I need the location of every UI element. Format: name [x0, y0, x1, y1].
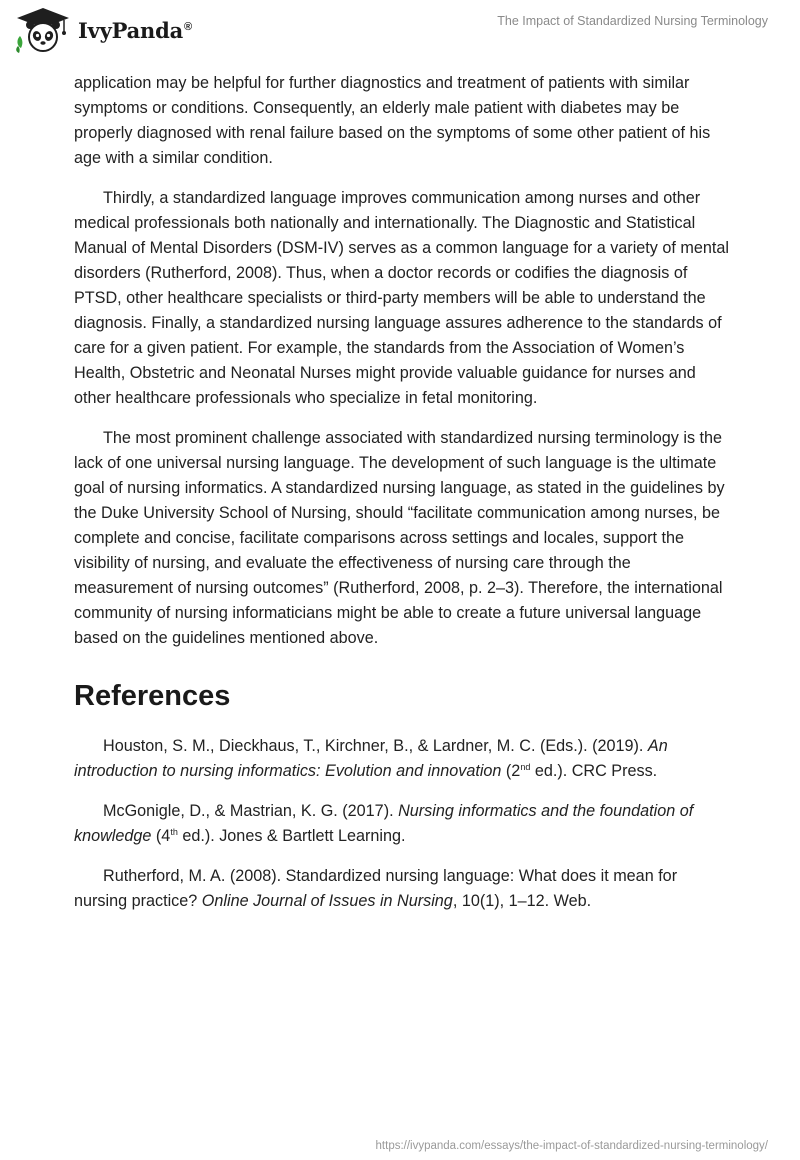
reference-title: An introduction to nursing informatics: Evolution and innovation: [74, 737, 668, 780]
panda-graduation-cap-icon: [14, 6, 72, 54]
document-title: The Impact of Standardized Nursing Terminology: [497, 14, 768, 28]
reference-entry: McGonigle, D., & Mastrian, K. G. (2017). Nursing informatics and the foundation of knowledge (4th ed.). Jones & Bartlett Learning.: [74, 802, 694, 845]
references-heading: References: [74, 680, 231, 712]
body-paragraph: Thirdly, a standardized language improves communication among nurses and other medical professionals both nationally and internationally. The Diagnostic and Statistical Manual of Mental Disorders (DSM-IV) serves as a common language for a variety of mental disorders (Rutherford, 2008). Thus, when a doctor records or codifies the diagnosis of PTSD, other healthcare specialists or third-party members will be able to understand the diagnosis. Finally, a standardized nursing language assures adherence to the standards of care for a given patient. For example, the standards from the Association of Women’s Health, Obstetric and Neonatal Nurses might provide valuable guidance for nurses and other healthcare professionals who specialize in fetal monitoring.: [74, 189, 729, 407]
reference-title: Nursing informatics and the foundation of knowledge: [74, 802, 694, 845]
reference-title: Online Journal of Issues in Nursing: [201, 892, 453, 910]
essay-content: [74, 71, 734, 929]
brand-logo[interactable]: [14, 6, 192, 54]
page-header: [0, 0, 800, 64]
registered-mark: ®: [184, 20, 192, 33]
source-url-link[interactable]: https://ivypanda.com/essays/the-impact-of-standardized-nursing-terminology/: [375, 1140, 768, 1152]
body-paragraph: The most prominent challenge associated with standardized nursing terminology is the lack of one universal nursing language. The development of such language is the ultimate goal of nursing informatics. A standardized nursing language, as stated in the guidelines by the Duke University School of Nursing, should “facilitate communication among nurses, be complete and concise, facilitate comparisons across settings and locales, support the visibility of nursing, and evaluate the effectiveness of nursing care through the measurement of nursing outcomes” (Rutherford, 2008, p. 2–3). Therefore, the international community of nursing informaticians might be able to create a future universal language based on the guidelines mentioned above.: [74, 429, 725, 647]
reference-entry: Rutherford, M. A. (2008). Standardized nursing language: What does it mean for nursing practice? Online Journal of Issues in Nursing, 10(1), 1–12. Web.: [74, 867, 678, 910]
brand-name: IvyPanda®: [78, 17, 192, 43]
reference-entry: Houston, S. M., Dieckhaus, T., Kirchner, B., & Lardner, M. C. (Eds.). (2019). An introduction to nursing informatics: Evolution and innovation (2nd ed.). CRC Press.: [74, 737, 668, 780]
body-paragraph: application may be helpful for further diagnostics and treatment of patients with similar symptoms or conditions. Consequently, an elderly male patient with diabetes may be properly diagnosed with renal failure based on the symptoms of some other patient of his age with a similar condition.: [74, 74, 711, 167]
